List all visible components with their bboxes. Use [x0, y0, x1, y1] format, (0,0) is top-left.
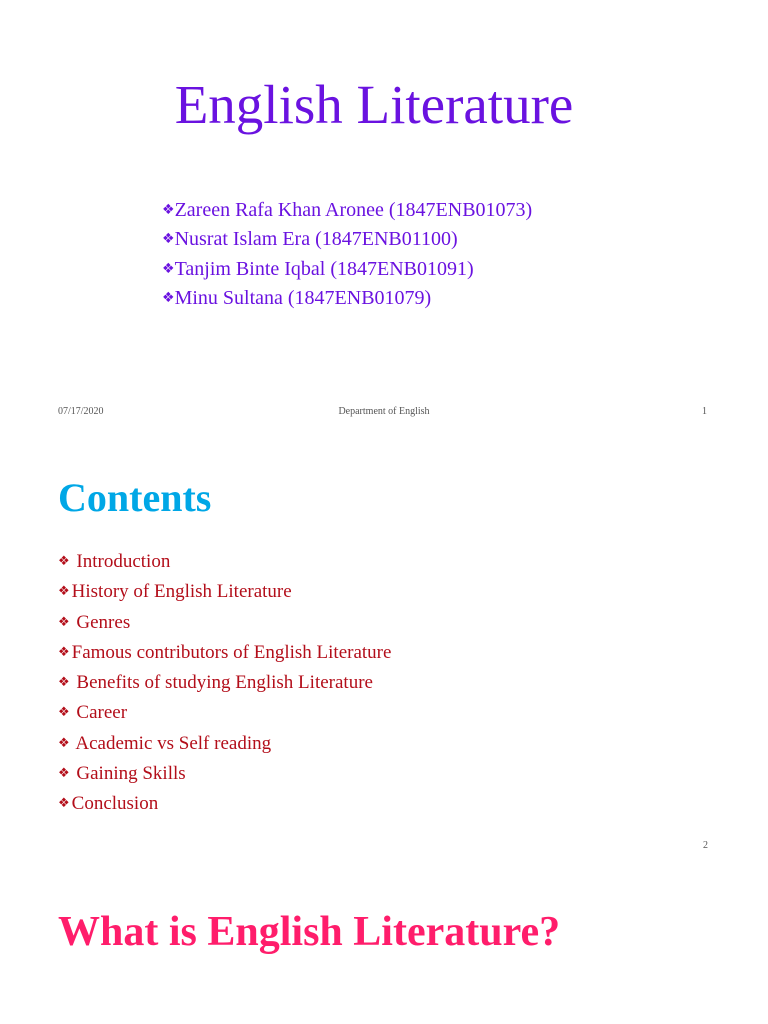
contents-item-label: Introduction: [76, 551, 171, 572]
diamond-bullet-icon: ❖: [58, 705, 70, 721]
diamond-bullet-icon: ❖: [58, 614, 70, 630]
diamond-bullet-icon: ❖: [162, 289, 175, 306]
contents-heading: Contents: [58, 475, 212, 520]
contents-item: [58, 577, 391, 607]
diamond-bullet-icon: ❖: [58, 584, 70, 600]
contents-item-label: Career: [76, 702, 128, 724]
author-name: Minu Sultana (1847ENB01079): [174, 286, 432, 309]
contents-item: [58, 547, 391, 577]
diamond-bullet-icon: ❖: [162, 260, 175, 277]
contents-item-label: Conclusion: [71, 793, 159, 815]
author-name: Nusrat Islam Era (1847ENB01100): [174, 228, 458, 251]
diamond-bullet-icon: ❖: [58, 796, 70, 812]
footer-page-number: 1: [702, 406, 707, 417]
author-name: Zareen Rafa Khan Aronee (1847ENB01073): [174, 199, 533, 221]
footer-date: 07/17/2020: [58, 406, 104, 417]
contents-item-label: Famous contributors of English Literature: [71, 641, 392, 663]
contents-list: [58, 547, 391, 820]
contents-item: [58, 668, 391, 698]
author-item: [162, 196, 532, 225]
slide-title: English Literature: [174, 74, 574, 135]
contents-item-label: Academic vs Self reading: [75, 732, 272, 754]
footer-department: Department of English: [338, 406, 430, 417]
contents-item-label: Genres: [76, 611, 131, 633]
contents-item: [58, 608, 391, 638]
diamond-bullet-icon: ❖: [162, 231, 175, 248]
contents-item-label: Benefits of studying English Literature: [76, 672, 373, 694]
author-item: [162, 225, 532, 254]
author-list: [162, 196, 532, 313]
diamond-bullet-icon: ❖: [162, 202, 175, 218]
contents-item: [58, 698, 391, 728]
contents-item: [58, 789, 391, 819]
diamond-bullet-icon: ❖: [58, 554, 70, 569]
section-heading: What is English Literature?: [58, 909, 561, 955]
author-item: [162, 255, 532, 284]
contents-item: [58, 638, 391, 668]
diamond-bullet-icon: ❖: [58, 675, 70, 691]
author-name: Tanjim Binte Iqbal (1847ENB01091): [174, 257, 474, 280]
contents-item-label: Gaining Skills: [76, 763, 186, 785]
diamond-bullet-icon: ❖: [58, 766, 70, 782]
contents-item: [58, 729, 391, 759]
contents-item: [58, 759, 391, 789]
contents-item-label: History of English Literature: [71, 581, 292, 603]
diamond-bullet-icon: ❖: [58, 644, 70, 660]
author-item: [162, 284, 532, 313]
footer-page-number: 2: [703, 840, 708, 851]
diamond-bullet-icon: ❖: [58, 735, 70, 751]
